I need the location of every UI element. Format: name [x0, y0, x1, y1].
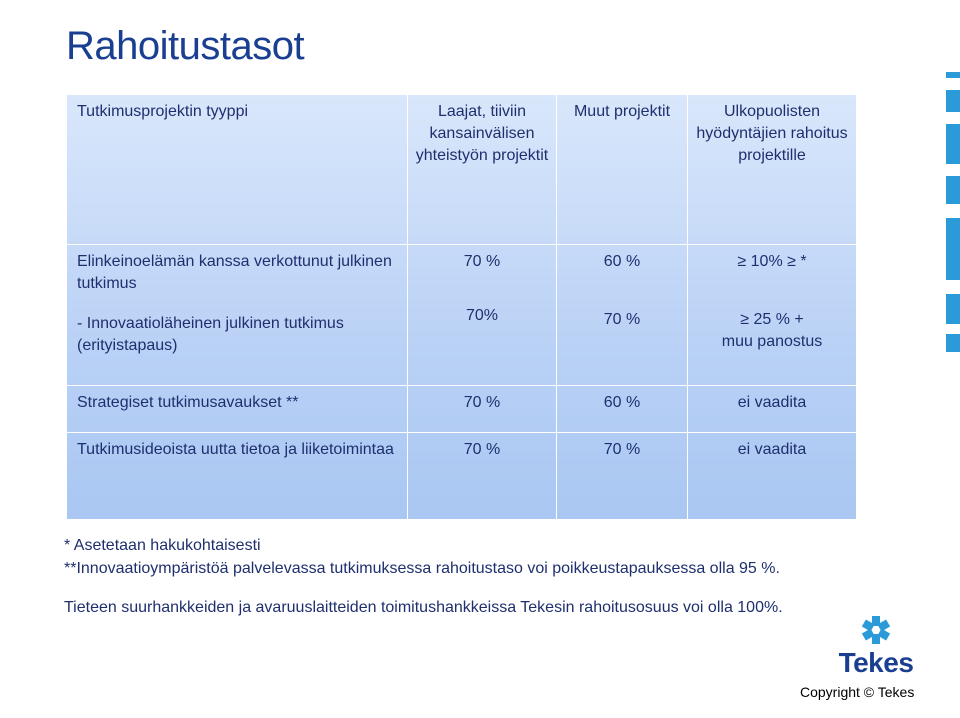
logo-text: Tekes	[838, 647, 914, 678]
table-cell	[67, 244, 408, 386]
footnote-2: **Innovaatioympäristöä palvelevassa tutkimuksessa rahoitustaso voi poikkeustapauksessa olla 95 %.	[64, 560, 780, 577]
cell-subtext: muu panostus	[721, 332, 823, 350]
table-cell: 60 %	[557, 386, 688, 433]
table-cell: Tutkimusideoista uutta tietoa ja liiketoimintaa	[67, 432, 408, 519]
footnote-3: Tieteen suurhankkeiden ja avaruuslaitteiden toimitushankkeissa Tekesin rahoitusosuus voi olla 100%.	[64, 599, 783, 616]
table-cell: 70 %	[408, 432, 557, 519]
copyright: Copyright © Tekes	[800, 684, 915, 700]
table-row	[67, 386, 857, 433]
footnotes	[64, 534, 783, 619]
cell-subtext: ≥ 25 % +	[740, 310, 804, 328]
cell-subtext: 70 %	[603, 310, 641, 328]
table-row	[67, 432, 857, 519]
footnote-1: * Asetetaan hakukohtaisesti	[64, 537, 261, 554]
geq-symbol: ≥	[740, 310, 750, 328]
header-cell: Muut projektit	[557, 95, 688, 245]
cell-text: Elinkeinoelämän kanssa verkottunut julkinen tutkimus	[77, 252, 392, 292]
header-cell: Laajat, tiiviin kansainvälisen yhteistyön projektit	[408, 95, 557, 245]
table-cell: 70 %	[557, 432, 688, 519]
table-cell	[557, 244, 688, 386]
cell-text: 60 %	[603, 252, 641, 270]
page-title: Rahoitustasot	[66, 24, 305, 68]
geq-symbol: ≥	[737, 252, 747, 270]
cell-text: 70 %	[463, 252, 501, 270]
cell-text: ≥ 10% ≥ *	[737, 252, 807, 270]
cell-subtext: - Innovaatioläheinen julkinen tutkimus (erityistapaus)	[77, 314, 344, 354]
header-cell: Tutkimusprojektin tyyppi	[67, 95, 408, 245]
table-cell: Strategiset tutkimusavaukset **	[67, 386, 408, 433]
decorative-stripes	[946, 72, 960, 362]
header-cell: Ulkopuolisten hyödyntäjien rahoitus projektille	[688, 95, 857, 245]
table-cell	[408, 244, 557, 386]
table-row	[67, 244, 857, 386]
table-cell: 70 %	[408, 386, 557, 433]
table-header-row	[67, 95, 857, 245]
funding-table	[66, 94, 857, 520]
table-cell: ei vaadita	[688, 432, 857, 519]
table-cell: ei vaadita	[688, 386, 857, 433]
table-cell	[688, 244, 857, 386]
cell-subtext: 70%	[465, 306, 499, 324]
